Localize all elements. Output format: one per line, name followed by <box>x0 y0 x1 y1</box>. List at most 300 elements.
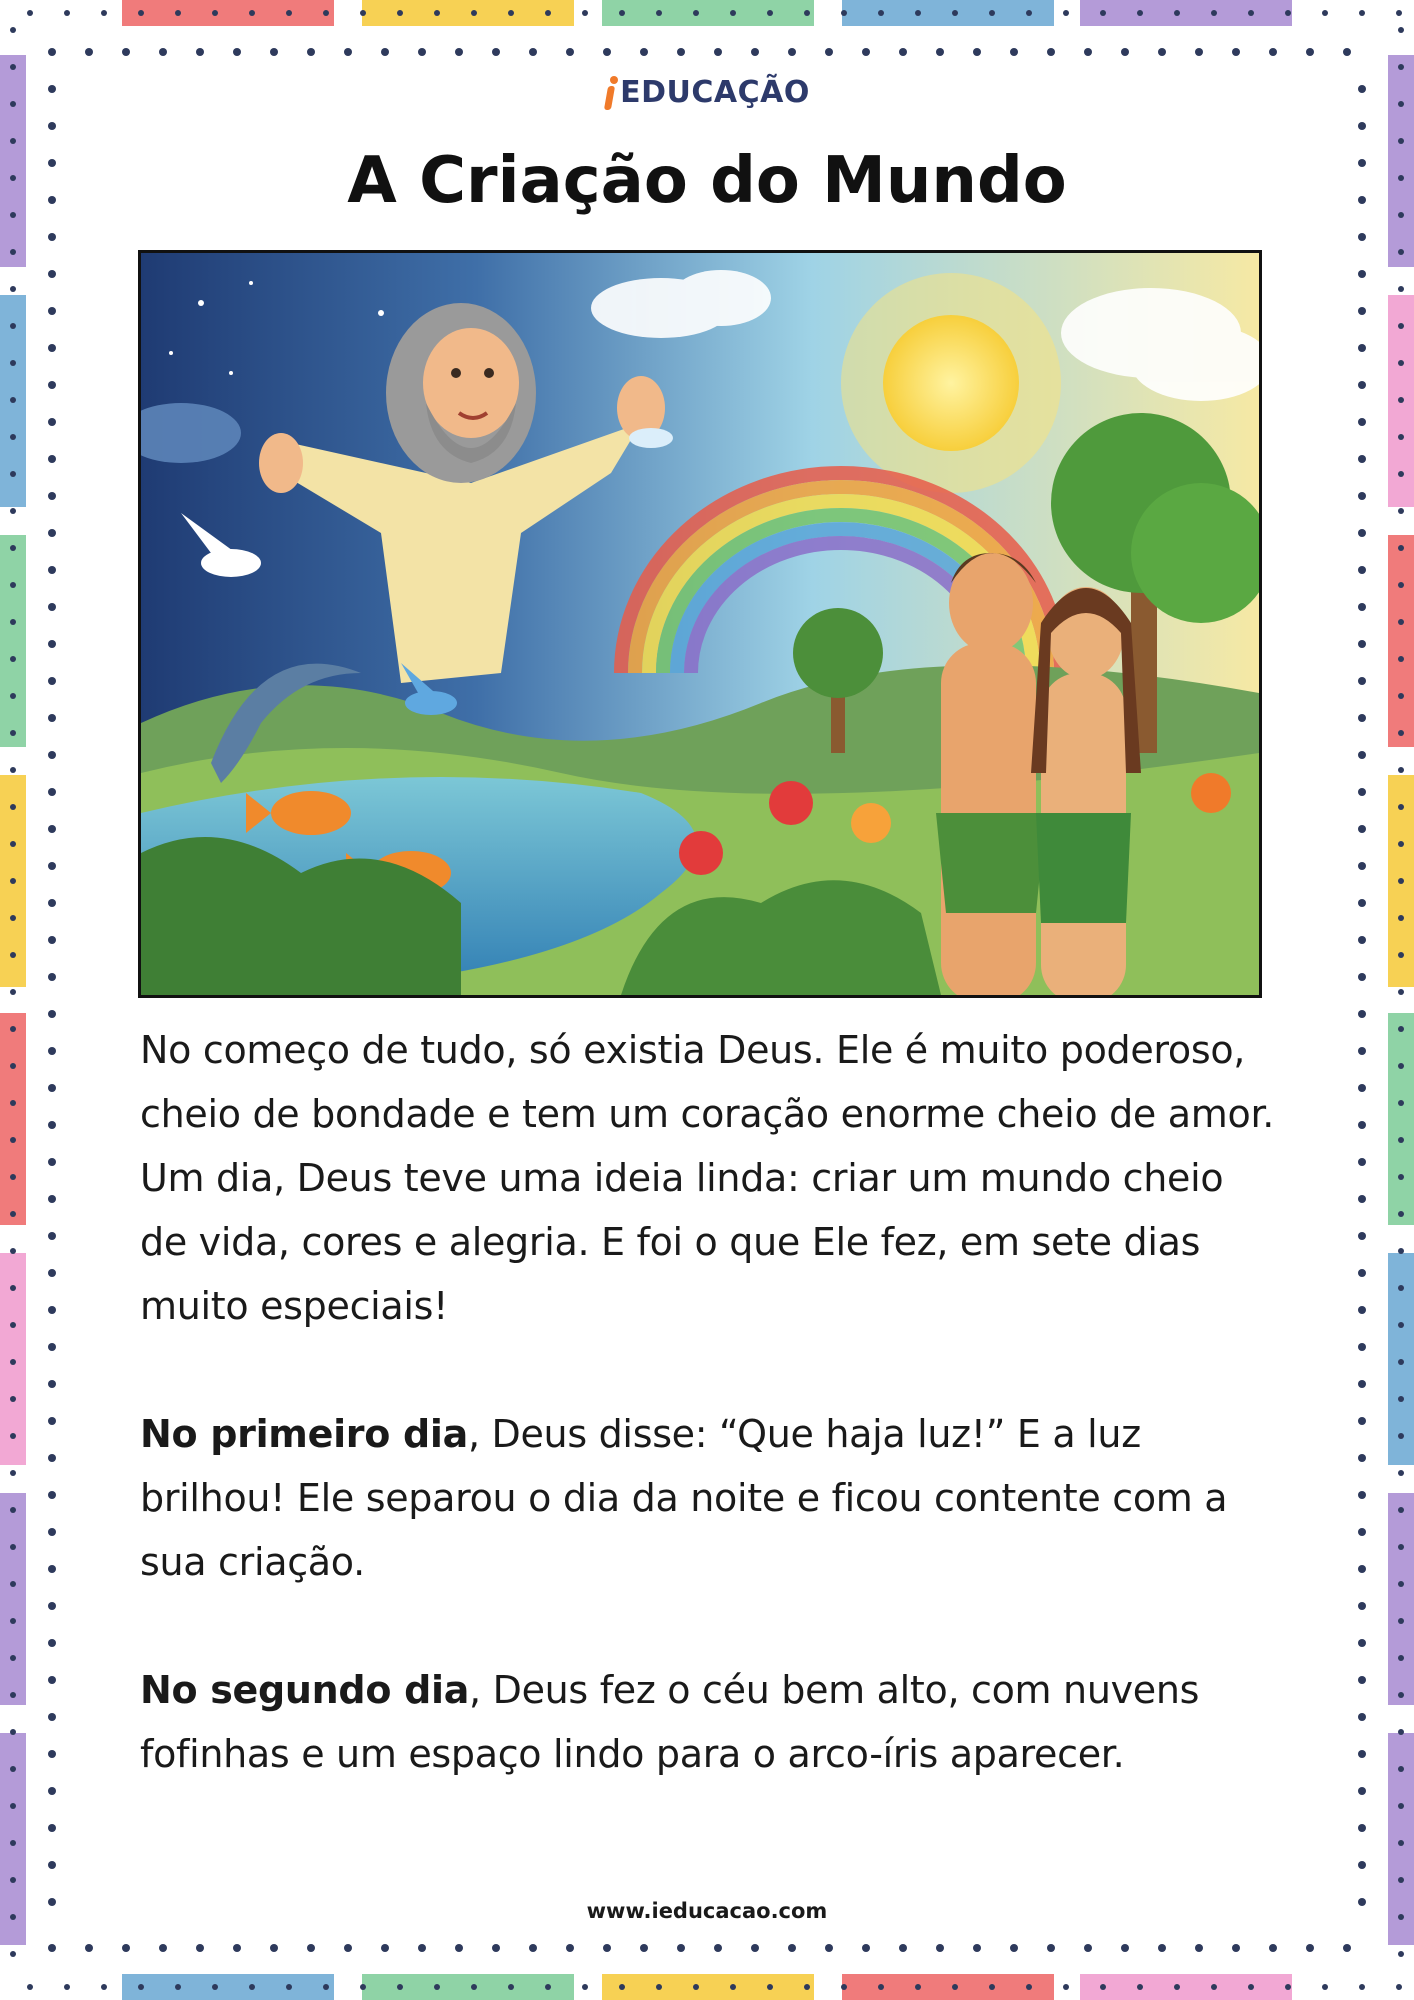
border-dot <box>566 1944 574 1952</box>
band-dot <box>730 1984 736 1990</box>
border-dot <box>344 48 352 56</box>
band-dot <box>1398 952 1404 958</box>
border-dot <box>418 1944 426 1952</box>
border-dot <box>233 48 241 56</box>
band-dot <box>397 10 403 16</box>
band-dot <box>1398 582 1404 588</box>
border-dot <box>1358 1343 1366 1351</box>
band-dot <box>1026 1984 1032 1990</box>
band-dot <box>10 1803 16 1809</box>
border-dot <box>1047 48 1055 56</box>
border-dot <box>48 1417 56 1425</box>
border-dot <box>1358 936 1366 944</box>
band-dot <box>1396 10 1402 16</box>
band-dot <box>10 1396 16 1402</box>
band-dot <box>10 582 16 588</box>
border-dot <box>1343 48 1351 56</box>
band-dot <box>10 1877 16 1883</box>
border-dot <box>1121 48 1129 56</box>
border-dot <box>48 1343 56 1351</box>
logo-text: EDUCAÇÃO <box>620 75 810 110</box>
band-dot <box>10 1729 16 1735</box>
band-dot <box>1398 878 1404 884</box>
border-dot <box>1358 1417 1366 1425</box>
band-dot <box>1248 10 1254 16</box>
border-dot <box>1358 1787 1366 1795</box>
footer-url: www.ieducacao.com <box>586 1899 828 1923</box>
bird-icon-2 <box>629 428 673 448</box>
border-dot <box>1158 1944 1166 1952</box>
first-day-text: , Deus disse: “Que haja luz!” E a luz brilhou! Ele separou o dia da noite e ficou contente com a sua criação. <box>140 1412 1228 1584</box>
border-dot <box>936 1944 944 1952</box>
band-dot <box>1137 10 1143 16</box>
border-dot <box>48 1787 56 1795</box>
fish-icon <box>271 791 351 835</box>
band-dot <box>286 1984 292 1990</box>
band-dot <box>841 10 847 16</box>
band-dot <box>1285 1984 1291 1990</box>
band-dot <box>1398 1766 1404 1772</box>
border-dot <box>1358 270 1366 278</box>
border-dot <box>529 1944 537 1952</box>
second-day-label: No segundo dia <box>140 1668 470 1712</box>
band-dot <box>10 767 16 773</box>
border-dot <box>307 48 315 56</box>
brand-logo <box>0 68 1414 112</box>
border-dot <box>48 1944 56 1952</box>
band-dot <box>10 1063 16 1069</box>
border-dot <box>48 936 56 944</box>
band-dot <box>1100 1984 1106 1990</box>
border-dot <box>48 1454 56 1462</box>
band-dot <box>878 10 884 16</box>
border-dot <box>48 1528 56 1536</box>
border-dot <box>48 1491 56 1499</box>
band-dot <box>10 1359 16 1365</box>
band-dot <box>10 1618 16 1624</box>
border-dot <box>48 1269 56 1277</box>
band-dot <box>1398 915 1404 921</box>
border-dot <box>1358 788 1366 796</box>
border-dot <box>1358 1528 1366 1536</box>
band-dot <box>1063 10 1069 16</box>
band-dot <box>693 10 699 16</box>
band-dot <box>10 804 16 810</box>
border-dot <box>1358 973 1366 981</box>
band-dot <box>1398 693 1404 699</box>
band-dot <box>1398 1618 1404 1624</box>
band-dot <box>1211 1984 1217 1990</box>
band-dot <box>434 1984 440 1990</box>
band-dot <box>619 10 625 16</box>
border-dot <box>1358 1602 1366 1610</box>
border-dot <box>1010 48 1018 56</box>
band-dot <box>693 1984 699 1990</box>
border-dot <box>48 307 56 315</box>
band-dot <box>10 1840 16 1846</box>
band-dot <box>1026 10 1032 16</box>
border-dot <box>1358 122 1366 130</box>
band-dot <box>212 10 218 16</box>
band-dot <box>286 10 292 16</box>
band-dot <box>915 10 921 16</box>
band-dot <box>1398 1174 1404 1180</box>
band-dot <box>1398 989 1404 995</box>
band-dot <box>1398 1396 1404 1402</box>
band-dot <box>508 10 514 16</box>
border-dot <box>603 48 611 56</box>
border-dot <box>48 566 56 574</box>
band-dot <box>323 1984 329 1990</box>
band-dot <box>1398 1729 1404 1735</box>
band-dot <box>10 656 16 662</box>
band-dot <box>804 1984 810 1990</box>
border-dot <box>899 48 907 56</box>
band-dot <box>1398 841 1404 847</box>
band-dot <box>175 1984 181 1990</box>
band-dot <box>804 10 810 16</box>
paragraph-second-day <box>140 1658 1280 1786</box>
border-dot <box>381 1944 389 1952</box>
border-dot <box>1306 48 1314 56</box>
border-dot <box>1358 307 1366 315</box>
border-dot <box>1358 233 1366 241</box>
border-dot <box>1269 1944 1277 1952</box>
border-dot <box>48 1232 56 1240</box>
border-dot <box>196 1944 204 1952</box>
border-dot <box>48 381 56 389</box>
border-dot <box>1358 825 1366 833</box>
band-dot <box>249 1984 255 1990</box>
band-dot <box>1398 1211 1404 1217</box>
band-dot <box>508 1984 514 1990</box>
band-dot <box>101 1984 107 1990</box>
band-dot <box>1398 1655 1404 1661</box>
band-dot <box>1398 1507 1404 1513</box>
band-dot <box>1398 286 1404 292</box>
border-dot <box>1358 1195 1366 1203</box>
band-dot <box>27 10 33 16</box>
border-dot <box>936 48 944 56</box>
band-dot <box>767 1984 773 1990</box>
border-dot <box>973 1944 981 1952</box>
band-dot <box>582 1984 588 1990</box>
band-dot <box>10 619 16 625</box>
band-dot <box>878 1984 884 1990</box>
band-dot <box>10 915 16 921</box>
border-dot <box>825 1944 833 1952</box>
band-dot <box>989 1984 995 1990</box>
band-dot <box>10 1470 16 1476</box>
paragraph-intro: No começo de tudo, só existia Deus. Ele é muito poderoso, cheio de bondade e tem um coração enorme cheio de amor. Um dia, Deus teve uma ideia linda: criar um mundo cheio de vida, cores e alegria. E foi o que Ele fez, em sete dias muito especiais! <box>140 1028 1275 1328</box>
band-dot <box>656 10 662 16</box>
border-dot <box>1358 1491 1366 1499</box>
band-dot <box>1248 1984 1254 1990</box>
border-dot <box>48 1824 56 1832</box>
border-dot <box>48 455 56 463</box>
band-dot <box>1396 1984 1402 1990</box>
border-dot <box>48 751 56 759</box>
band-dot <box>1398 471 1404 477</box>
border-dot <box>1358 1306 1366 1314</box>
band-dot <box>1359 10 1365 16</box>
border-dot <box>48 1010 56 1018</box>
border-dot <box>1358 1824 1366 1832</box>
border-dot <box>1358 1750 1366 1758</box>
border-dot <box>48 862 56 870</box>
band-dot <box>1137 1984 1143 1990</box>
band-dot <box>1398 1248 1404 1254</box>
band-dot <box>10 434 16 440</box>
band-dot <box>1398 804 1404 810</box>
second-day-text: , Deus fez o céu bem alto, com nuvens fofinhas e um espaço lindo para o arco-íris aparecer. <box>140 1668 1200 1776</box>
band-dot <box>1398 1840 1404 1846</box>
border-dot <box>1358 1047 1366 1055</box>
border-dot <box>48 899 56 907</box>
border-dot <box>48 1639 56 1647</box>
band-dot <box>10 360 16 366</box>
band-dot <box>1398 1544 1404 1550</box>
band-dot <box>10 1692 16 1698</box>
border-dot <box>1358 381 1366 389</box>
border-dot <box>48 1861 56 1869</box>
border-dot <box>1084 1944 1092 1952</box>
band-dot <box>10 1100 16 1106</box>
band-dot <box>989 10 995 16</box>
border-dot <box>48 418 56 426</box>
border-dot <box>48 1380 56 1388</box>
band-dot <box>1398 545 1404 551</box>
border-dot <box>677 48 685 56</box>
band-dot <box>1398 656 1404 662</box>
border-dot <box>48 825 56 833</box>
border-dot <box>1010 1944 1018 1952</box>
border-dot <box>640 48 648 56</box>
border-dot <box>529 48 537 56</box>
band-dot <box>1398 360 1404 366</box>
border-dot <box>1358 1121 1366 1129</box>
border-dot <box>1195 1944 1203 1952</box>
band-dot <box>1398 730 1404 736</box>
border-dot <box>48 1306 56 1314</box>
border-dot <box>48 788 56 796</box>
band-dot <box>1398 1692 1404 1698</box>
band-dot <box>1359 1984 1365 1990</box>
border-dot <box>1358 1010 1366 1018</box>
border-dot <box>1358 1084 1366 1092</box>
band-dot <box>1398 27 1404 33</box>
sun-icon <box>841 273 1061 493</box>
band-dot <box>27 1984 33 1990</box>
band-dot <box>101 10 107 16</box>
band-dot <box>138 10 144 16</box>
border-dot <box>1358 1565 1366 1573</box>
border-dot <box>344 1944 352 1952</box>
border-dot <box>1358 1380 1366 1388</box>
band-dot <box>10 1655 16 1661</box>
border-dot <box>48 1084 56 1092</box>
border-dot <box>1358 455 1366 463</box>
border-dot <box>122 1944 130 1952</box>
border-dot <box>381 48 389 56</box>
border-dot <box>1232 1944 1240 1952</box>
logo-i-icon <box>604 76 618 112</box>
band-dot <box>1174 1984 1180 1990</box>
band-dot <box>64 1984 70 1990</box>
border-dot <box>455 1944 463 1952</box>
border-dot <box>677 1944 685 1952</box>
border-dot <box>1358 1454 1366 1462</box>
border-dot <box>48 1195 56 1203</box>
adam-figure <box>936 553 1046 995</box>
border-dot <box>196 48 204 56</box>
border-dot <box>48 492 56 500</box>
border-dot <box>1084 48 1092 56</box>
border-dot <box>1358 566 1366 574</box>
band-dot <box>10 878 16 884</box>
border-dot <box>48 973 56 981</box>
band-dot <box>952 1984 958 1990</box>
border-dot <box>48 1750 56 1758</box>
border-dot <box>85 1944 93 1952</box>
band-dot <box>582 10 588 16</box>
band-dot <box>841 1984 847 1990</box>
band-dot <box>397 1984 403 1990</box>
eve-figure <box>1031 587 1141 995</box>
band-dot <box>10 1137 16 1143</box>
band-dot <box>138 1984 144 1990</box>
border-dot <box>788 1944 796 1952</box>
border-dot <box>1358 1713 1366 1721</box>
border-dot <box>48 1158 56 1166</box>
band-dot <box>1322 1984 1328 1990</box>
border-dot <box>714 48 722 56</box>
border-dot <box>1358 640 1366 648</box>
border-dot <box>48 1602 56 1610</box>
border-dot <box>48 1565 56 1573</box>
border-dot <box>1358 862 1366 870</box>
band-dot <box>10 249 16 255</box>
band-dot <box>10 989 16 995</box>
band-dot <box>1398 249 1404 255</box>
story-text <box>140 1018 1280 1850</box>
border-dot <box>48 344 56 352</box>
band-dot <box>545 1984 551 1990</box>
border-dot <box>48 603 56 611</box>
paragraph-first-day <box>140 1402 1280 1594</box>
band-dot <box>10 952 16 958</box>
band-dot <box>471 10 477 16</box>
border-dot <box>48 1121 56 1129</box>
band-dot <box>323 10 329 16</box>
band-dot <box>10 1544 16 1550</box>
border-dot <box>1358 899 1366 907</box>
band-dot <box>767 10 773 16</box>
border-dot <box>48 714 56 722</box>
border-dot <box>1358 714 1366 722</box>
band-dot <box>1398 323 1404 329</box>
band-dot <box>619 1984 625 1990</box>
band-dot <box>1398 397 1404 403</box>
band-dot <box>1398 1470 1404 1476</box>
band-dot <box>10 1433 16 1439</box>
band-dot <box>1398 1581 1404 1587</box>
border-dot <box>1358 1158 1366 1166</box>
border-dot <box>1358 751 1366 759</box>
border-dot <box>1195 48 1203 56</box>
first-day-label: No primeiro dia <box>140 1412 468 1456</box>
border-dot <box>1047 1944 1055 1952</box>
band-dot <box>1398 1359 1404 1365</box>
creation-illustration <box>138 250 1262 998</box>
border-dot <box>751 1944 759 1952</box>
band-dot <box>10 1507 16 1513</box>
border-dot <box>751 48 759 56</box>
band-dot <box>360 10 366 16</box>
border-dot <box>1358 529 1366 537</box>
border-dot <box>48 1676 56 1684</box>
band-dot <box>175 10 181 16</box>
border-dot <box>1358 1639 1366 1647</box>
border-dot <box>270 1944 278 1952</box>
border-dot <box>85 48 93 56</box>
border-dot <box>1358 492 1366 500</box>
band-dot <box>10 508 16 514</box>
band-dot <box>434 10 440 16</box>
band-dot <box>1174 10 1180 16</box>
band-dot <box>1100 10 1106 16</box>
border-dot <box>1358 1269 1366 1277</box>
band-dot <box>1211 10 1217 16</box>
border-dot <box>48 1047 56 1055</box>
border-dot <box>788 48 796 56</box>
border-dot <box>492 48 500 56</box>
band-dot <box>1322 10 1328 16</box>
band-dot <box>471 1984 477 1990</box>
band-dot <box>1398 1137 1404 1143</box>
border-dot <box>1343 1944 1351 1952</box>
border-dot <box>1269 48 1277 56</box>
band-dot <box>1398 1026 1404 1032</box>
border-dot <box>1306 1944 1314 1952</box>
band-dot <box>1398 619 1404 625</box>
band-dot <box>1063 1984 1069 1990</box>
band-dot <box>10 841 16 847</box>
band-dot <box>1398 1433 1404 1439</box>
border-dot <box>48 529 56 537</box>
band-dot <box>10 1766 16 1772</box>
band-dot <box>1398 1063 1404 1069</box>
band-dot <box>10 1174 16 1180</box>
border-dot <box>566 48 574 56</box>
band-dot <box>952 10 958 16</box>
band-dot <box>1398 1951 1404 1957</box>
band-dot <box>10 397 16 403</box>
border-dot <box>825 48 833 56</box>
border-dot <box>48 48 56 56</box>
band-dot <box>10 27 16 33</box>
band-dot <box>915 1984 921 1990</box>
border-dot <box>640 1944 648 1952</box>
border-dot <box>1232 48 1240 56</box>
border-dot <box>159 48 167 56</box>
band-dot <box>10 545 16 551</box>
right-color-band <box>1388 0 1414 2000</box>
border-dot <box>159 1944 167 1952</box>
band-dot <box>10 1248 16 1254</box>
border-dot <box>270 48 278 56</box>
band-dot <box>1398 1877 1404 1883</box>
